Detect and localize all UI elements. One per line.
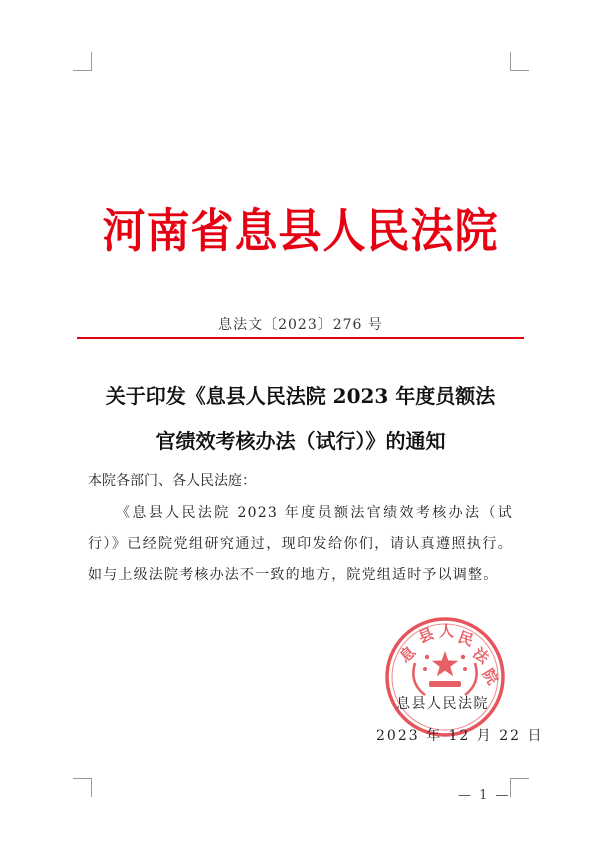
official-seal-icon bbox=[383, 615, 507, 739]
document-title-line-1: 关于印发《息县人民法院 2023 年度员额法 bbox=[105, 384, 496, 408]
body-paragraph: 《息县人民法院 2023 年度员额法官绩效考核办法（试行）》已经院党组研究通过，现印发给你们，请认真遵照执行。如与上级法院考核办法不一致的地方，院党组适时予以调整。 bbox=[88, 505, 513, 583]
page-number: — 1 — bbox=[458, 788, 511, 803]
document-title-line-2: 官绩效考核办法（试行）》的通知 bbox=[155, 429, 446, 453]
svg-text:人: 人 bbox=[439, 622, 455, 640]
svg-text:法: 法 bbox=[469, 643, 493, 668]
svg-text:息: 息 bbox=[396, 642, 420, 667]
red-divider-line bbox=[77, 337, 524, 339]
signature-organization: 息县人民法院 bbox=[396, 696, 489, 712]
document-number: 息法文〔2023〕276 号 bbox=[218, 317, 383, 333]
svg-text:县: 县 bbox=[415, 624, 437, 647]
crop-mark-bottom-left bbox=[73, 778, 92, 797]
signature-date: 2023 年 12 月 22 日 bbox=[376, 728, 544, 744]
svg-text:民: 民 bbox=[455, 627, 476, 650]
crop-mark-bottom-right bbox=[510, 778, 529, 797]
crop-mark-top-left bbox=[73, 52, 92, 71]
issuing-organization-title: 河南省息县人民法院 bbox=[102, 205, 499, 259]
crop-mark-top-right bbox=[510, 52, 529, 71]
svg-text:院: 院 bbox=[478, 665, 502, 688]
salutation: 本院各部门、各人民法庭： bbox=[88, 473, 256, 489]
